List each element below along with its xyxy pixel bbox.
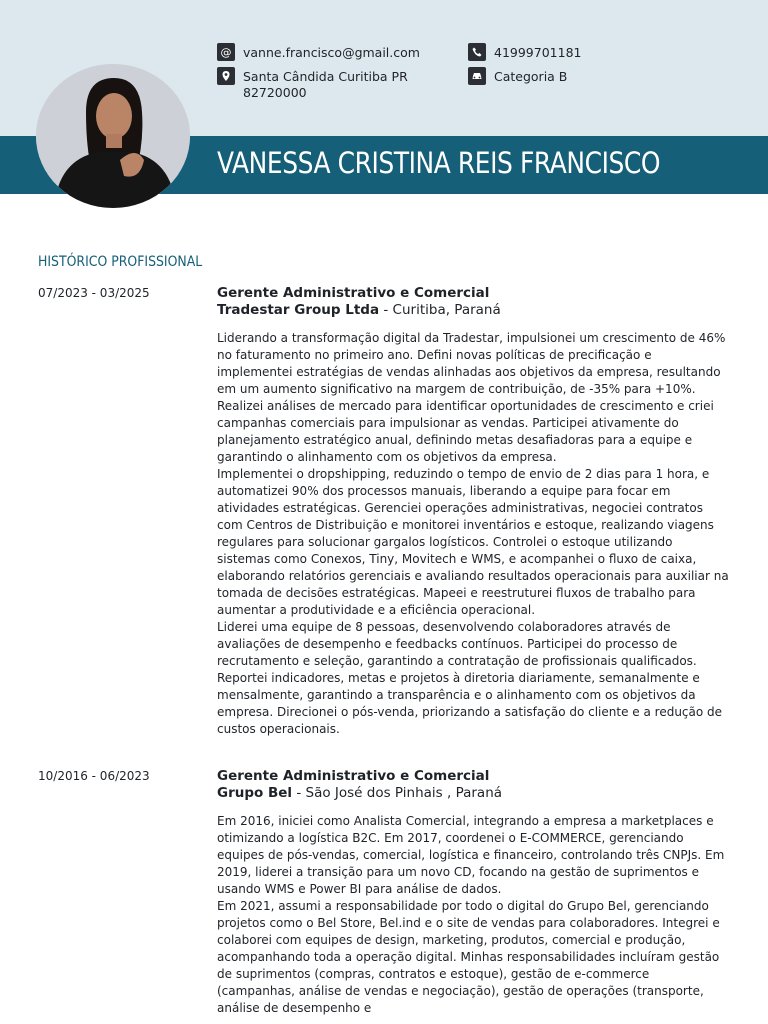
car-icon	[468, 67, 486, 85]
address-line1: Santa Cândida Curitiba PR	[243, 69, 408, 84]
candidate-name: VANESSA CRISTINA REIS FRANCISCO	[217, 146, 661, 180]
address-line2: 82720000	[243, 85, 307, 100]
job-company	[217, 785, 729, 802]
phone-text: 41999701181	[494, 45, 582, 60]
company-name: Grupo Bel	[217, 785, 293, 801]
company-location: - São José dos Pinhais , Paraná	[292, 785, 503, 801]
job-title: Gerente Administrativo e Comercial	[217, 285, 490, 301]
contact-license	[468, 69, 684, 85]
job-paragraph: Em 2021, assumi a responsabilidade por todo o digital do Grupo Bel, gerenciando projetos como o Bel Store, Bel.ind e o site de vendas para colaboradores. Integrei e colaborei com equipes de design, marketing, produtos, comercial e produção, acompanhando toda a operação digital. Minhas responsabilidades incluíram gestão de suprimentos (compras, contratos e estoque), gestão de e-commerce (campanhas, análise de vendas e negociação), gestão de operações (transporte, análise de desempenho e	[217, 899, 720, 1015]
job-dates: 10/2016 - 06/2023	[38, 769, 150, 783]
location-pin-icon	[217, 67, 235, 85]
job-paragraph: Liderando a transformação digital da Tradestar, impulsionei um crescimento de 46% no faturamento no primeiro ano. Defini novas políticas de precificação e implementei estratégias de vendas alinhadas aos objetivos da empresa, resultando em um aumento significativo na margem de contribuição, de -35% para +10%. Realizei análises de mercado para identificar oportunidades de crescimento e criei campanhas comerciais para impulsionar as vendas. Participei ativamente do planejamento estratégico anual, definindo metas desafiadoras para a equipe e garantindo o alinhamento com os objetivos da empresa.	[217, 331, 726, 464]
job-description	[217, 813, 729, 1017]
job-description	[217, 330, 729, 738]
job-company	[217, 302, 729, 319]
job-title: Gerente Administrativo e Comercial	[217, 768, 490, 784]
contact-phone	[468, 45, 684, 61]
job-body	[217, 285, 729, 738]
job-body	[217, 768, 729, 1017]
company-name: Tradestar Group Ltda	[217, 302, 380, 318]
job-paragraph: Implementei o dropshipping, reduzindo o tempo de envio de 2 dias para 1 hora, e automatizei 90% dos processos manuais, liberando a equipe para focar em atividades estratégicas. Gerenciei operações administrativas, negociei contratos com Centros de Distribuição e monitorei inventários e estoque, realizando viagens regulares para solucionar gargalos logísticos. Controlei o estoque utilizando sistemas como Conexos, Tiny, Movitech e WMS, e acompanhei o fluxo de caixa, elaborando relatórios gerenciais e avaliando resultados operacionais para auxiliar na tomada de decisões estratégicas. Mapeei e reestruturei fluxos de trabalho para aumentar a produtividade e a eficiência operacional.	[217, 467, 729, 617]
job-dates: 07/2023 - 03/2025	[38, 286, 150, 300]
phone-icon	[468, 43, 486, 61]
profile-photo	[36, 64, 190, 208]
company-location: - Curitiba, Paraná	[379, 302, 501, 318]
contact-address	[217, 69, 433, 101]
section-title: HISTÓRICO PROFISSIONAL	[38, 254, 203, 270]
job-paragraph: Liderei uma equipe de 8 pessoas, desenvolvendo colaboradores através de avaliações de desempenho e feedbacks contínuos. Participei do processo de recrutamento e seleção, garantindo a contratação de profissionais qualificados. Reportei indicadores, metas e projetos à diretoria diariamente, semanalmente e mensalmente, garantindo a transparência e o alinhamento com os objetivos da empresa. Direcionei o pós-venda, priorizando a satisfação do cliente e a redução de custos operacionais.	[217, 620, 723, 736]
license-text: Categoria B	[494, 69, 568, 84]
svg-text:@: @	[220, 46, 232, 58]
contact-email	[217, 45, 433, 61]
job-paragraph: Em 2016, iniciei como Analista Comercial, integrando a empresa a marketplaces e otimizando a logística B2C. Em 2017, coordenei o E-COMMERCE, gerenciando equipes de pós-vendas, comercial, logística e financeiro, controlando três CNPJs. Em 2019, liderei a transição para um novo CD, focando na gestão de suprimentos e usando WMS e Power BI para análise de dados.	[217, 814, 725, 896]
address-text	[243, 69, 433, 101]
at-icon	[217, 43, 235, 61]
email-text: vanne.francisco@gmail.com	[243, 45, 420, 60]
